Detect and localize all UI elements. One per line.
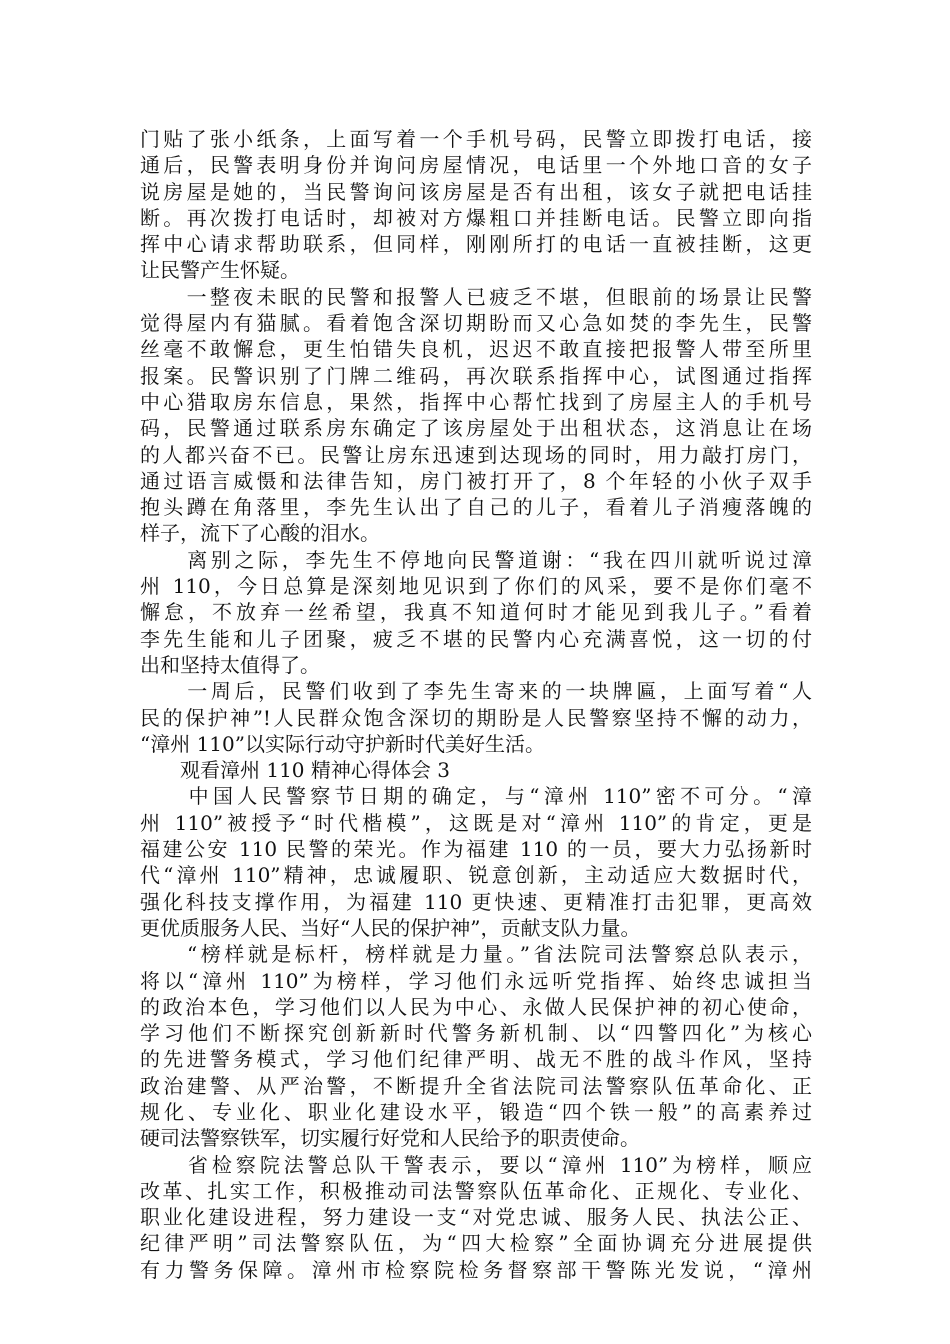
- text-line: 的人都兴奋不已。民警让房东迅速到达现场的同时，用力敲打房门，: [140, 442, 812, 467]
- text-line: 码，民警通过联系房东确定了该房屋处于出租状态，这消息让在场: [140, 416, 812, 441]
- text-line: 丝毫不敢懈怠，更生怕错失良机，迟迟不敢直接把报警人带至所里: [140, 337, 812, 362]
- text-line: 断。再次拨打电话时，却被对方爆粗口并挂断电话。民警立即向指: [140, 205, 812, 230]
- text-line: 门贴了张小纸条，上面写着一个手机号码，民警立即拨打电话，接: [140, 127, 812, 151]
- text-line: 改革、扎实工作，积极推动司法警察队伍革命化、正规化、专业化、: [140, 1178, 812, 1203]
- text-line: 福建公安 110 民警的荣光。作为福建 110 的一员，要大力弘扬新时: [140, 837, 812, 862]
- text-line: 将以“漳州 110”为榜样，学习他们永远听党指挥、始终忠诚担当: [140, 968, 812, 993]
- text-line: 中国人民警察节日期的确定，与“漳州 110”密不可分。“漳: [140, 784, 812, 809]
- text-line: 政治建警、从严治警，不断提升全省法院司法警察队伍革命化、正: [140, 1073, 812, 1098]
- text-line: 一整夜未眠的民警和报警人已疲乏不堪，但眼前的场景让民警: [140, 284, 812, 309]
- text-line: 民的保护神”!人民群众饱含深切的期盼是人民警察坚持不懈的动力，: [140, 705, 812, 730]
- document-body: [140, 126, 812, 1283]
- text-line: 通后，民警表明身份并询问房屋情况，电话里一个外地口音的女子: [140, 153, 812, 178]
- text-line: 中心猎取房东信息，果然，指挥中心帮忙找到了房屋主人的手机号: [140, 389, 812, 414]
- text-line: 离别之际，李先生不停地向民警道谢：“我在四川就听说过漳: [140, 547, 812, 572]
- text-line: 省检察院法警总队干警表示，要以“漳州 110”为榜样，顺应: [140, 1152, 812, 1177]
- text-line: 出和坚持太值得了。: [140, 652, 320, 677]
- text-line: 李先生能和儿子团聚，疲乏不堪的民警内心充满喜悦，这一切的付: [140, 626, 812, 651]
- text-line: 让民警产生怀疑。: [140, 258, 300, 283]
- text-line: 懈怠，不放弃一丝希望，我真不知道何时才能见到我儿子。”看着: [140, 600, 812, 625]
- text-line: 报案。民警识别了门牌二维码，再次联系指挥中心，试图通过指挥: [140, 363, 812, 388]
- text-line: 的政治本色，学习他们以人民为中心、永做人民保护神的初心使命，: [140, 994, 812, 1019]
- text-line: 硬司法警察铁军，切实履行好党和人民给予的职责使命。: [140, 1126, 640, 1151]
- text-line: 州 110”被授予“时代楷模”，这既是对“漳州 110”的肯定，更是: [140, 810, 812, 835]
- text-line: 代“漳州 110”精神，忠诚履职、锐意创新，主动适应大数据时代，: [140, 863, 812, 888]
- text-line: 规化、专业化、职业化建设水平，锻造“四个铁一般”的高素养过: [140, 1099, 812, 1124]
- text-line: 更优质服务人民、当好“人民的保护神”，贡献支队力量。: [140, 915, 641, 940]
- text-line: 挥中心请求帮助联系，但同样，刚刚所打的电话一直被挂断，这更: [140, 232, 812, 257]
- text-line: 职业化建设进程，努力建设一支“对党忠诚、服务人民、执法公正、: [140, 1205, 812, 1230]
- text-line: 说房屋是她的，当民警询问该房屋是否有出租，该女子就把电话挂: [140, 179, 812, 204]
- text-line: 强化科技支撑作用，为福建 110 更快速、更精准打击犯罪，更高效: [140, 889, 812, 914]
- text-line: 一周后，民警们收到了李先生寄来的一块牌匾，上面写着“人: [140, 679, 812, 704]
- text-line: 有力警务保障。漳州市检察院检务督察部干警陈光发说，“漳州: [140, 1257, 812, 1282]
- text-line: 觉得屋内有猫腻。看着饱含深切期盼而又心急如焚的李先生，民警: [140, 311, 812, 336]
- text-line: 州 110，今日总算是深刻地见识到了你们的风采，要不是你们毫不: [140, 574, 812, 599]
- text-line: 纪律严明”司法警察队伍，为“四大检察”全面协调充分进展提供: [140, 1231, 812, 1256]
- text-line: 抱头蹲在角落里，李先生认出了自己的儿子，看着儿子消瘦落魄的: [140, 495, 812, 520]
- text-line: 观看漳州 110 精神心得体会 3: [140, 758, 450, 783]
- text-line: 通过语言威慑和法律告知，房门被打开了，8 个年轻的小伙子双手: [140, 468, 812, 493]
- text-line: “榜样就是标杆，榜样就是力量。”省法院司法警察总队表示，: [140, 942, 812, 967]
- text-line: 的先进警务模式，学习他们纪律严明、战无不胜的战斗作风，坚持: [140, 1047, 812, 1072]
- text-line: 学习他们不断探究创新新时代警务新机制、以“四警四化”为核心: [140, 1021, 812, 1046]
- text-line: 样子，流下了心酸的泪水。: [140, 521, 380, 546]
- text-line: “漳州 110”以实际行动守护新时代美好生活。: [140, 731, 545, 756]
